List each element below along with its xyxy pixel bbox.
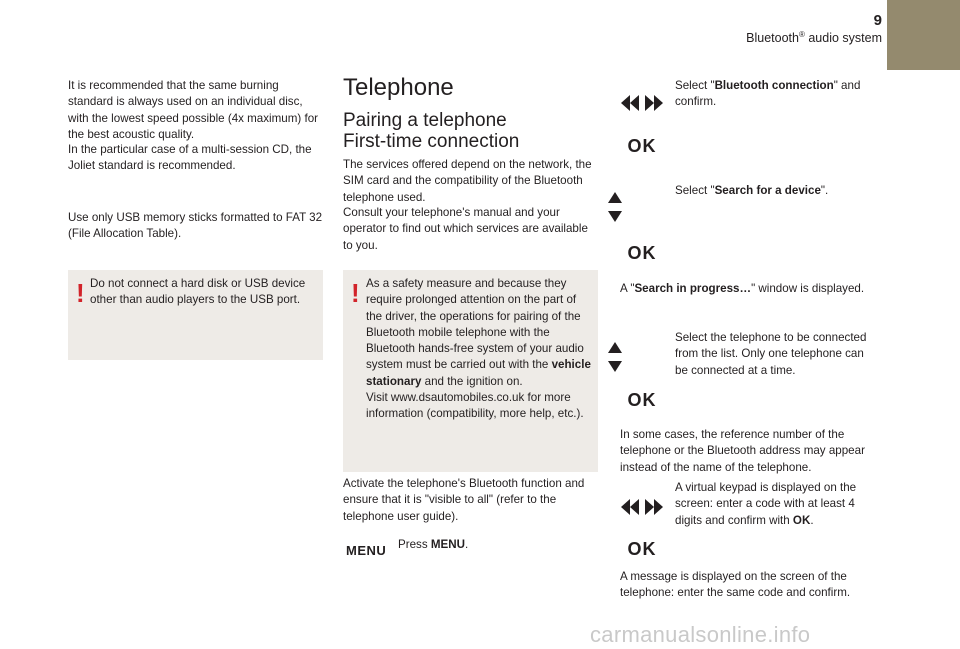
para-some-cases: In some cases, the reference number of the telephone or the Bluetooth address may appear instead of the name of the telephone. xyxy=(620,428,865,474)
step1-suffix: " and confirm. xyxy=(675,79,861,109)
col2-para-services: The services offered depend on the network, the SIM card and the compatibility of the Bluetooth telephone used. xyxy=(343,158,592,204)
step4-suffix: . xyxy=(810,513,814,527)
step-select-telephone: Select the telephone to be connected from the list. Only one telephone can be connected at a time. xyxy=(675,331,867,377)
press-prefix: Press xyxy=(398,538,431,551)
warning-part-3: Visit www.dsautomobiles.co.uk for more information (compatibility, more help, etc.). xyxy=(366,391,584,421)
progress-suffix: " window is displayed. xyxy=(751,282,865,295)
progress-prefix: A " xyxy=(620,282,635,295)
ok-key-icon: OK xyxy=(627,539,657,559)
step4-bold: OK xyxy=(792,513,811,527)
col2-warning-box xyxy=(343,270,598,472)
step2-bold: Search for a device xyxy=(714,184,821,197)
ok-key-icon: OK xyxy=(627,390,657,410)
up-down-arrows-icon xyxy=(605,190,625,224)
running-title xyxy=(650,30,882,45)
warning-part-2: and the ignition on. xyxy=(421,374,523,388)
step1-prefix: Select " xyxy=(675,79,715,92)
step1-bold: Bluetooth connection xyxy=(714,79,834,92)
progress-bold: Search in progress… xyxy=(634,282,752,295)
ok-key-icon: OK xyxy=(627,136,657,156)
col2-warning-text xyxy=(366,276,594,423)
col1-para-burning-standard: It is recommended that the same burning standard is always used on an individual disc, with the lowest speed possible (4x maximum) for the best acoustic quality. xyxy=(68,79,319,141)
press-key: MENU xyxy=(430,538,465,551)
left-right-arrows-icon xyxy=(620,497,664,517)
section-subtitle xyxy=(343,110,519,152)
subtitle-line-1: Pairing a telephone xyxy=(343,110,507,131)
registered-mark: ® xyxy=(798,30,805,39)
step-select-bluetooth-connection xyxy=(675,78,875,111)
para-message-displayed: A message is displayed on the screen of the telephone: enter the same code and confirm. xyxy=(620,570,851,600)
page-number: 9 xyxy=(873,12,882,29)
running-title-suffix: audio system xyxy=(804,31,882,46)
press-suffix: . xyxy=(465,538,469,551)
step2-prefix: Select " xyxy=(675,184,715,197)
step4-prefix: A virtual keypad is displayed on the screen: enter a code with at least 4 digits and confirm with xyxy=(675,481,857,527)
watermark: carmanualsonline.info xyxy=(590,622,811,647)
col2-para-consult: Consult your telephone's manual and your operator to find out which services are available to you. xyxy=(343,206,588,252)
col1-para-usb-format: Use only USB memory sticks formatted to FAT 32 (File Allocation Table). xyxy=(68,211,323,241)
col1-warning-text: Do not connect a hard disk or USB device other than audio players to the USB port. xyxy=(90,277,306,307)
col1-para-multisession: In the particular case of a multi-session CD, the Joliet standard is recommended. xyxy=(68,143,312,173)
chapter-tab xyxy=(887,0,960,70)
menu-key-icon: MENU xyxy=(346,543,387,558)
exclamation-warning-icon: ! xyxy=(351,278,360,308)
step-virtual-keypad xyxy=(675,480,880,529)
col2-press-menu xyxy=(398,537,588,553)
step2-suffix: ". xyxy=(820,184,829,197)
up-down-arrows-icon xyxy=(605,340,625,374)
subtitle-line-2: First-time connection xyxy=(343,131,520,152)
left-right-arrows-icon xyxy=(620,93,664,113)
step-select-search-device xyxy=(675,183,875,199)
col1-warning-box xyxy=(68,270,323,360)
section-title: Telephone xyxy=(343,74,454,101)
col2-para-activate-bluetooth: Activate the telephone's Bluetooth function and ensure that it is "visible to all" (refer to the telephone user guide). xyxy=(343,477,585,523)
warning-part-1: As a safety measure and because they require prolonged attention on the part of the driver, the operations for pairing of the Bluetooth mobile telephone with the Bluetooth hands-free system of your audio system must be carried out with the xyxy=(366,277,584,372)
ok-key-icon: OK xyxy=(627,243,657,263)
warning-bold-vehicle-stationary: vehicle stationary xyxy=(366,358,591,388)
running-title-prefix: Bluetooth xyxy=(746,31,799,46)
search-in-progress-text xyxy=(620,281,882,297)
exclamation-warning-icon: ! xyxy=(76,278,85,308)
